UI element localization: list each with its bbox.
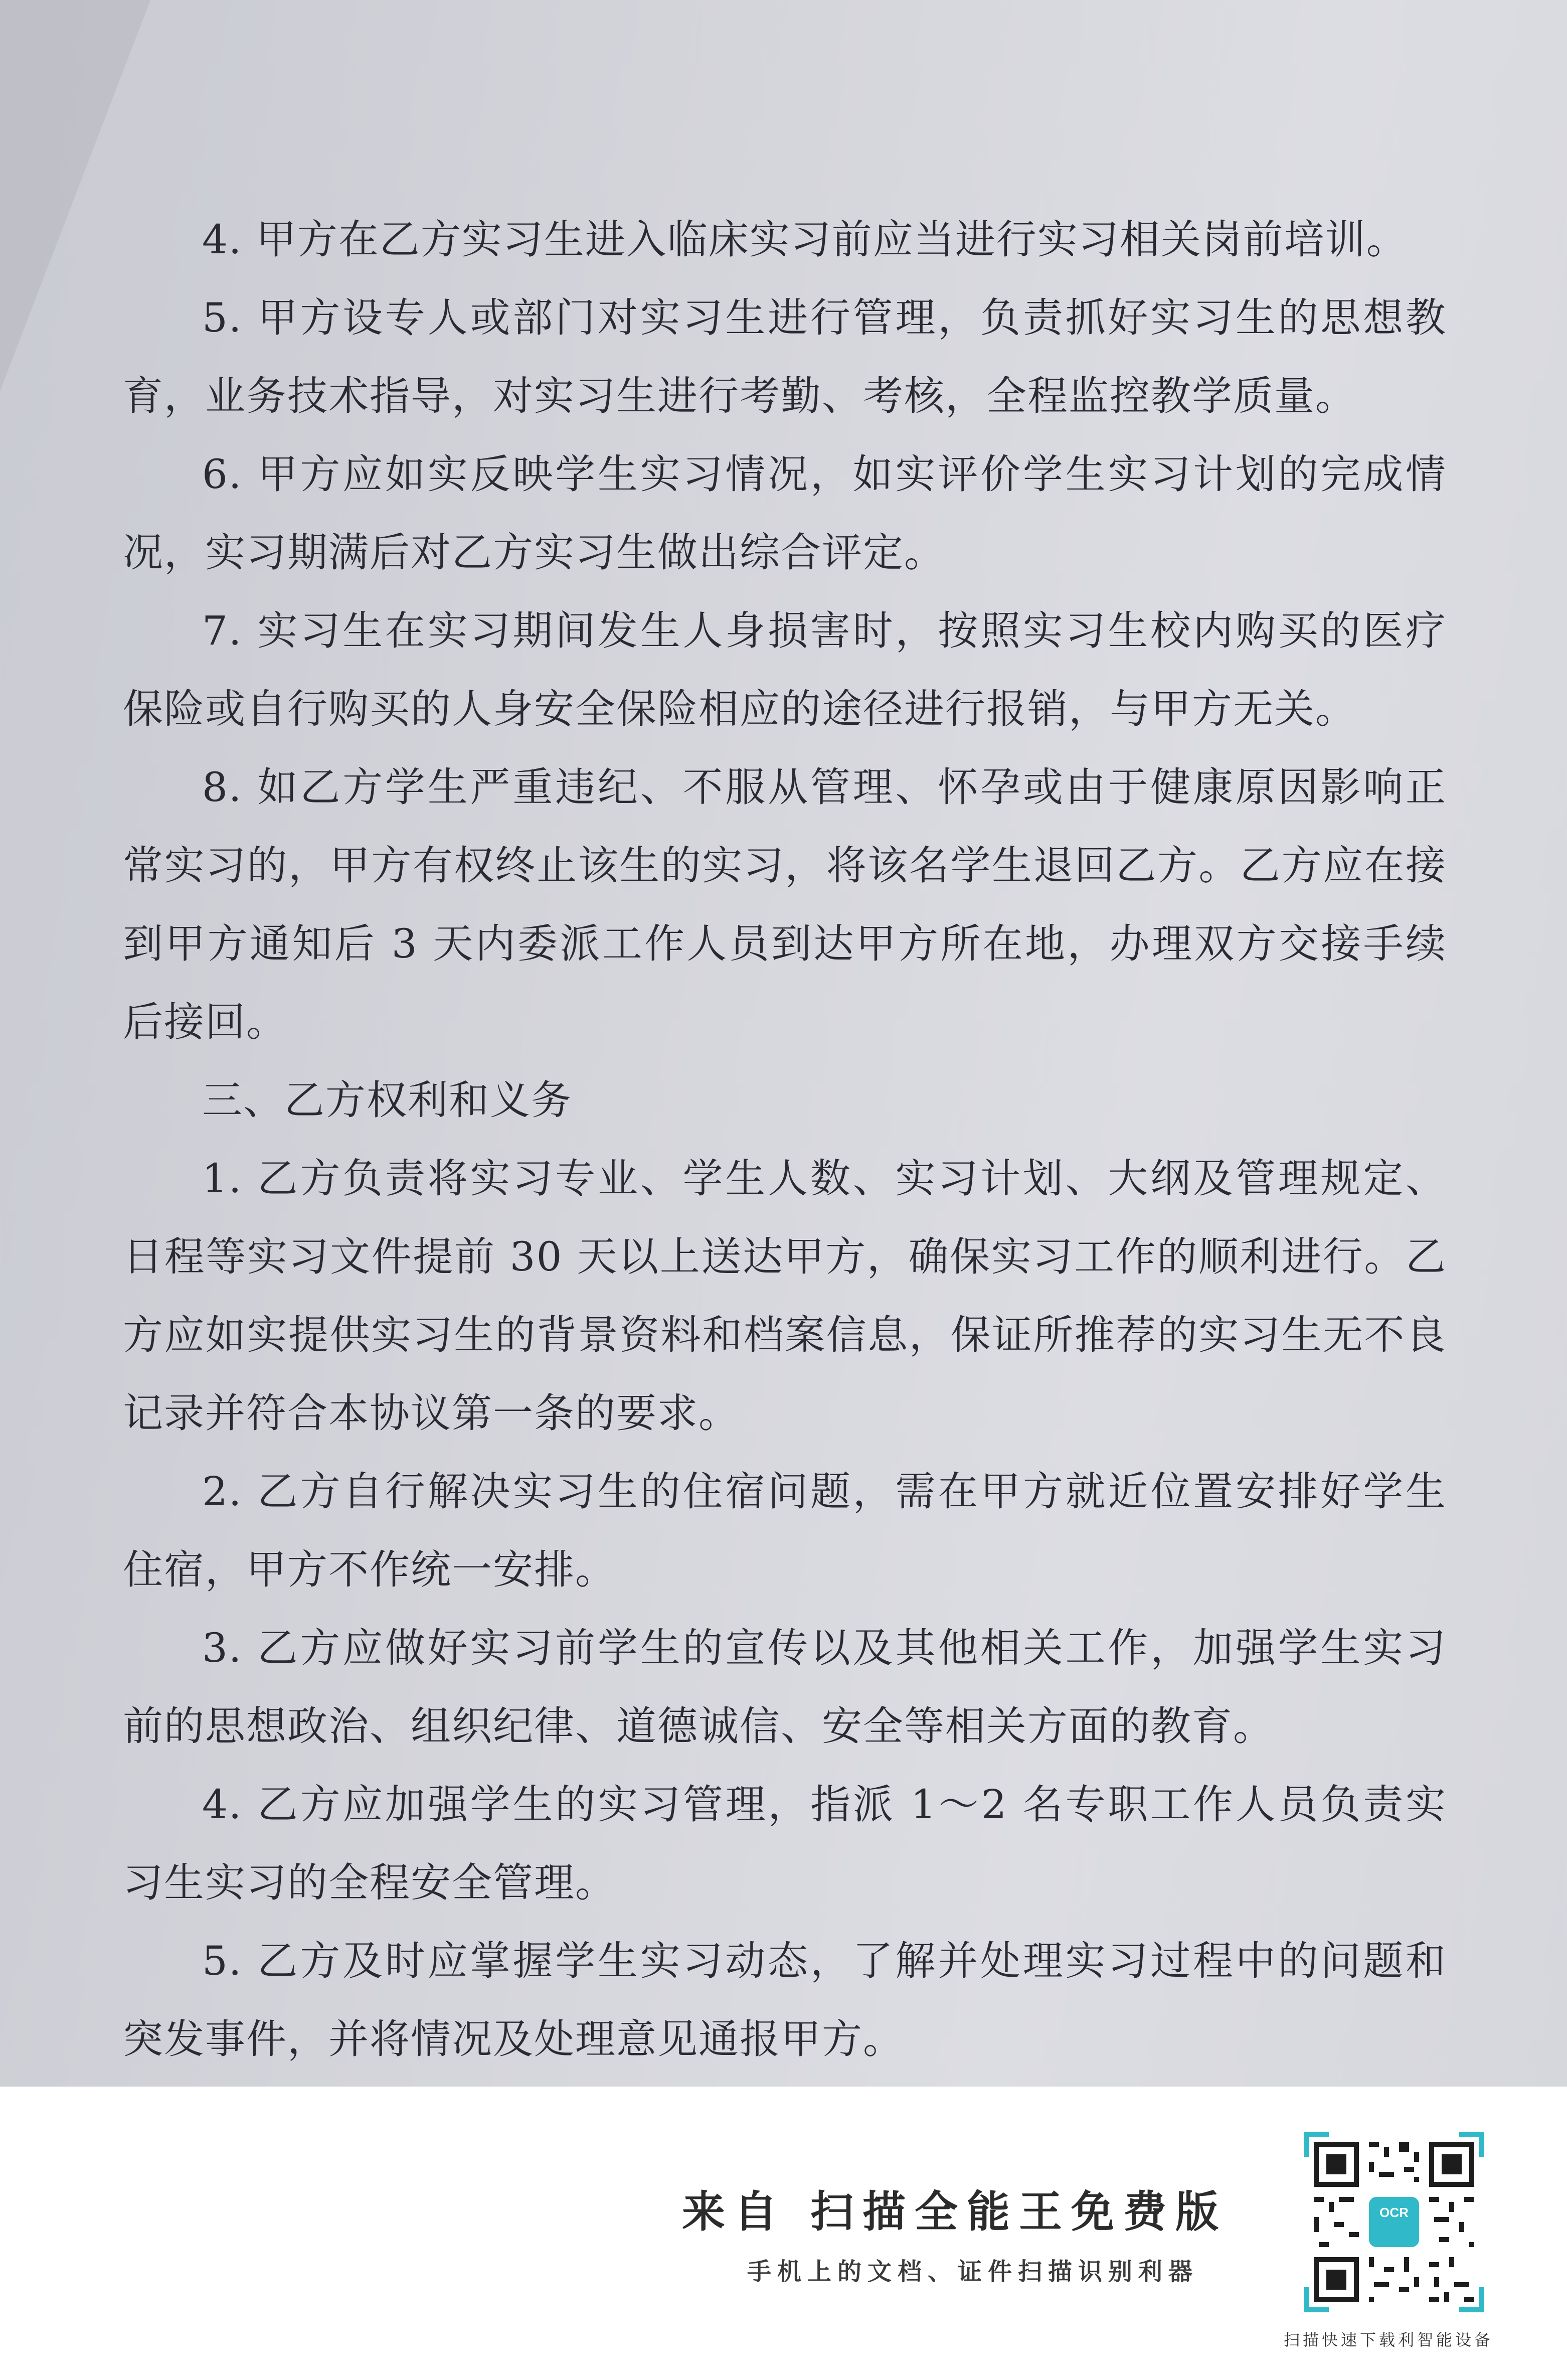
paragraph-item-8: 8. 如乙方学生严重违纪、不服从管理、怀孕或由于健康原因影响正常实习的，甲方有权终止该生的实习，将该名学生退回乙方。乙方应在接到甲方通知后 3 天内委派工作人员到达甲方所在地，办理双方交接手续后接回。 (123, 764, 1447, 1045)
brand-title: 来自 扫描全能王免费版 (682, 2186, 1228, 2237)
paragraph-item-5: 5. 甲方设专人或部门对实习生进行管理，负责抓好实习生的思想教育，业务技术指导，对实习生进行考勤、考核，全程监控教学质量。 (123, 294, 1447, 419)
section-heading-party-b: 三、乙方权利和义务 (202, 1077, 572, 1124)
qr-caption: 扫描快速下载利智能设备 (1284, 2330, 1494, 2349)
qr-code-icon (1304, 2132, 1484, 2312)
paragraph-b-item-4: 4. 乙方应加强学生的实习管理，指派 1～2 名专职工作人员负责实习生实习的全程安全管理。 (123, 1781, 1447, 1906)
brand-tagline: 手机上的文档、证件扫描识别利器 (747, 2258, 1199, 2286)
paragraph-item-6: 6. 甲方应如实反映学生实习情况，如实评价学生实习计划的完成情况，实习期满后对乙方实习生做出综合评定。 (123, 451, 1447, 576)
paragraph-b-item-2: 2. 乙方自行解决实习生的住宿问题，需在甲方就近位置安排好学生住宿，甲方不作统一安排。 (123, 1468, 1447, 1593)
watermark-footer (0, 2087, 1567, 2380)
paragraph-b-item-5: 5. 乙方及时应掌握学生实习动态，了解并处理实习过程中的问题和突发事件，并将情况及处理意见通报甲方。 (123, 1938, 1447, 2062)
paragraph-b-item-3: 3. 乙方应做好实习前学生的宣传以及其他相关工作，加强学生实习前的思想政治、组织纪律、道德诚信、安全等相关方面的教育。 (123, 1625, 1447, 1750)
document-body (123, 201, 1447, 2235)
paragraph-item-4: 4. 甲方在乙方实习生进入临床实习前应当进行实习相关岗前培训。 (202, 216, 1408, 263)
qr-ocr-badge: OCR (1379, 2205, 1409, 2220)
paragraph-b-item-1: 1. 乙方负责将实习专业、学生人数、实习计划、大纲及管理规定、日程等实习文件提前 30 天以上送达甲方，确保实习工作的顺利进行。乙方应如实提供实习生的背景资料和档案信息，保证所推荐的实习生无不良记录并符合本协议第一条的要求。 (123, 1155, 1447, 1437)
paragraph-item-7: 7. 实习生在实习期间发生人身损害时，按照实习生校内购买的医疗保险或自行购买的人身安全保险相应的途径进行报销，与甲方无关。 (123, 607, 1447, 732)
